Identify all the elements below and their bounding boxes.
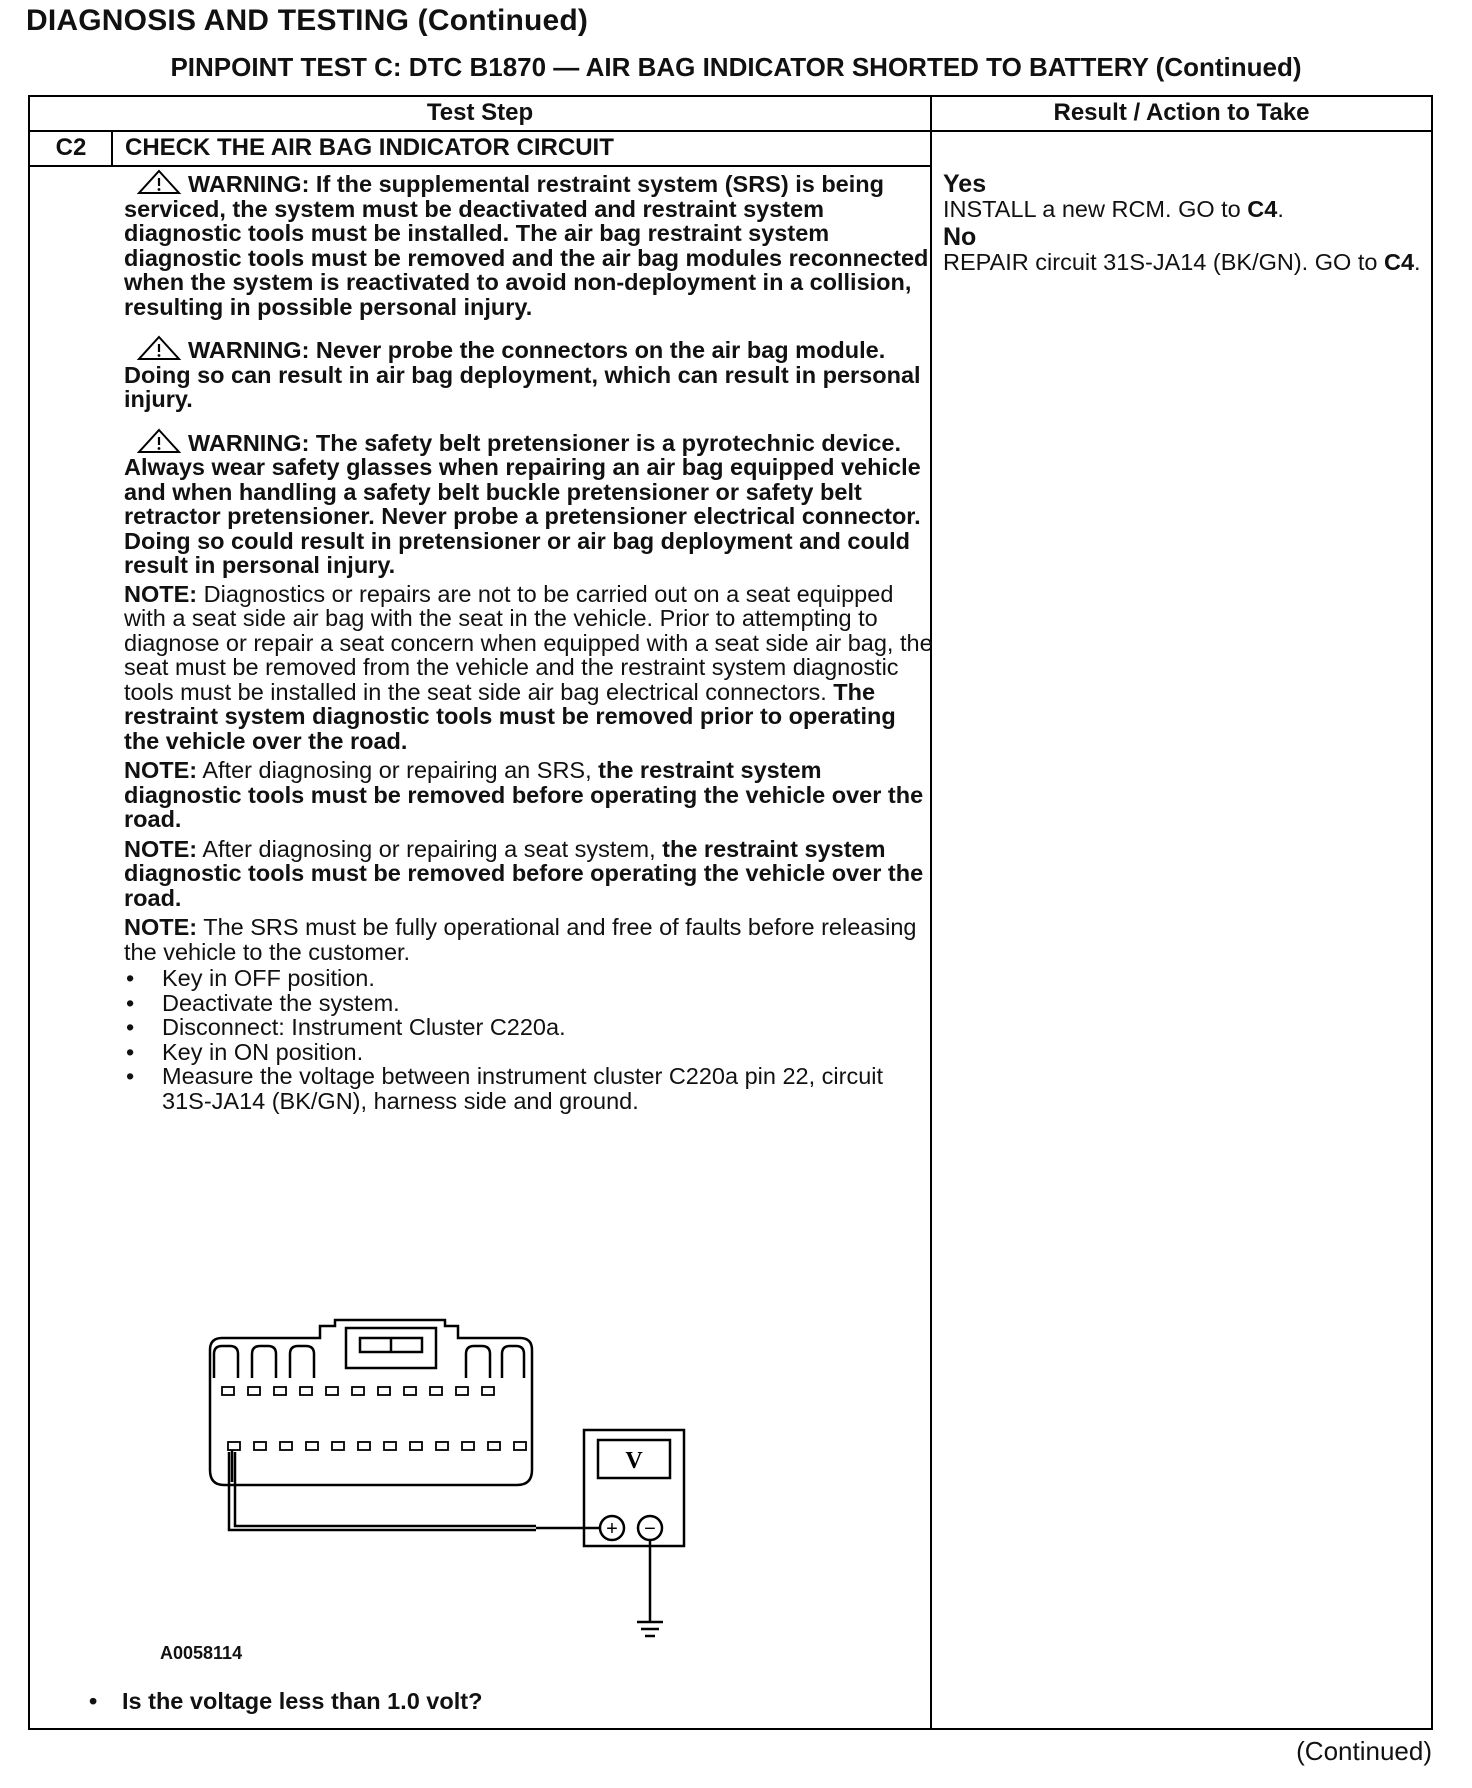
result-yes-end: . — [1277, 195, 1284, 222]
plus-terminal-label: + — [606, 1518, 618, 1540]
note-seat-side-airbag — [124, 582, 934, 754]
step-item: • Deactivate the system. — [124, 991, 934, 1016]
test-question: • Is the voltage less than 1.0 volt? — [122, 1688, 482, 1715]
note-label: NOTE: — [124, 757, 198, 783]
meter-label: V — [625, 1448, 643, 1474]
result-yes-ref: C4 — [1247, 195, 1278, 222]
connector-c220a-icon — [210, 1320, 532, 1485]
continued-label: (Continued) — [1296, 1736, 1432, 1766]
step-id: C2 — [55, 134, 87, 161]
note-emphasis: the restraint system diagnostic tools must be removed before operating the vehicle over the road. — [124, 757, 924, 832]
column-header-test-step: Test Step — [426, 99, 534, 126]
result-yes-text: INSTALL a new RCM. GO to — [943, 195, 1248, 222]
column-header-result: Result / Action to Take — [1053, 99, 1310, 126]
warning-triangle-icon — [136, 335, 182, 361]
pinpoint-test-title: PINPOINT TEST C: DTC B1870 — AIR BAG INDICATOR SHORTED TO BATTERY (Continued) — [170, 52, 1302, 82]
note-label: NOTE: — [124, 835, 198, 862]
page-title: DIAGNOSIS AND TESTING (Continued) — [26, 4, 589, 37]
note-seat-repair — [124, 837, 934, 911]
note-text: After diagnosing or repairing a seat system, — [197, 835, 663, 862]
procedure-steps — [124, 966, 934, 1113]
probe-lead — [229, 1450, 536, 1530]
warning-triangle-icon — [136, 169, 182, 195]
result-yes-label: Yes — [943, 170, 987, 198]
header-row-line — [30, 130, 1431, 132]
result-no-label: No — [943, 223, 977, 251]
note-srs-repair — [124, 758, 934, 832]
connector-voltmeter-diagram — [190, 1290, 710, 1660]
step-item: • Key in ON position. — [124, 1040, 934, 1065]
figure-id: A0058114 — [160, 1643, 243, 1663]
result-no-ref: C4 — [1383, 248, 1415, 275]
note-emphasis: the restraint system diagnostic tools must be removed before operating the vehicle over the road. — [124, 835, 924, 911]
step-item: • Disconnect: Instrument Cluster C220a. — [124, 1015, 934, 1040]
warning-probe — [124, 335, 934, 412]
note-text: The SRS must be fully operational and free of faults before releasing the vehicle to the customer. — [124, 914, 917, 965]
warning-text: WARNING: If the supplemental restraint system (SRS) is being serviced, the system must be deactivated and restraint system diagnostic tools must be installed. The air bag restraint system diagnostic tools must be removed and the air bag modules reconnected when the system is reactivated to avoid non-deployment in a collision, resulting in possible personal injury. — [124, 171, 929, 320]
step-title-row-line — [30, 165, 930, 167]
warning-triangle-icon — [136, 428, 182, 454]
step-item: • Measure the voltage between instrument cluster C220a pin 22, circuit 31S-JA14 (BK/GN), harness side and ground. — [124, 1064, 934, 1113]
step-title: CHECK THE AIR BAG INDICATOR CIRCUIT — [125, 134, 614, 161]
note-label: NOTE: — [124, 580, 198, 607]
warning-pretensioner — [124, 428, 934, 578]
note-emphasis: The restraint system diagnostic tools must be removed prior to operating the vehicle over the road. — [124, 678, 896, 754]
result-no-end: . — [1414, 248, 1421, 275]
warning-srs — [124, 169, 934, 319]
test-step-content — [124, 169, 934, 1113]
warning-text: WARNING: The safety belt pretensioner is a pyrotechnic device. Always wear safety glasses when repairing an air bag equipped vehicle and when handling a safety belt buckle pretensioner or safety belt retractor pretensioner. Never probe a pretensioner electrical connector. Doing so could result in pretensioner or air bag deployment and could result in personal injury. — [124, 429, 921, 578]
step-item: • Key in OFF position. — [124, 966, 934, 991]
note-text: After diagnosing or repairing an SRS, — [197, 757, 599, 783]
warning-text: WARNING: Never probe the connectors on the air bag module. Doing so can result in air bag deployment, which can result in personal injury. — [124, 337, 921, 412]
minus-terminal-label: − — [644, 1518, 656, 1540]
note-srs-operational — [124, 915, 934, 964]
result-yes-action — [943, 197, 1423, 222]
result-actions — [943, 172, 1423, 274]
note-text: Diagnostics or repairs are not to be carried out on a seat equipped with a seat side air bag with the seat in the vehicle. Prior to attempting to diagnose or repair a seat concern when equipped with a seat side air bag, the seat must be removed from the vehicle and the restraint system diagnostic tools must be installed in the seat side air bag electrical connectors. — [124, 580, 933, 705]
result-no-action — [943, 250, 1423, 275]
connector-pins — [222, 1387, 526, 1450]
note-label: NOTE: — [124, 914, 198, 940]
result-no-text: REPAIR circuit 31S-JA14 (BK/GN). GO to — [943, 248, 1384, 275]
